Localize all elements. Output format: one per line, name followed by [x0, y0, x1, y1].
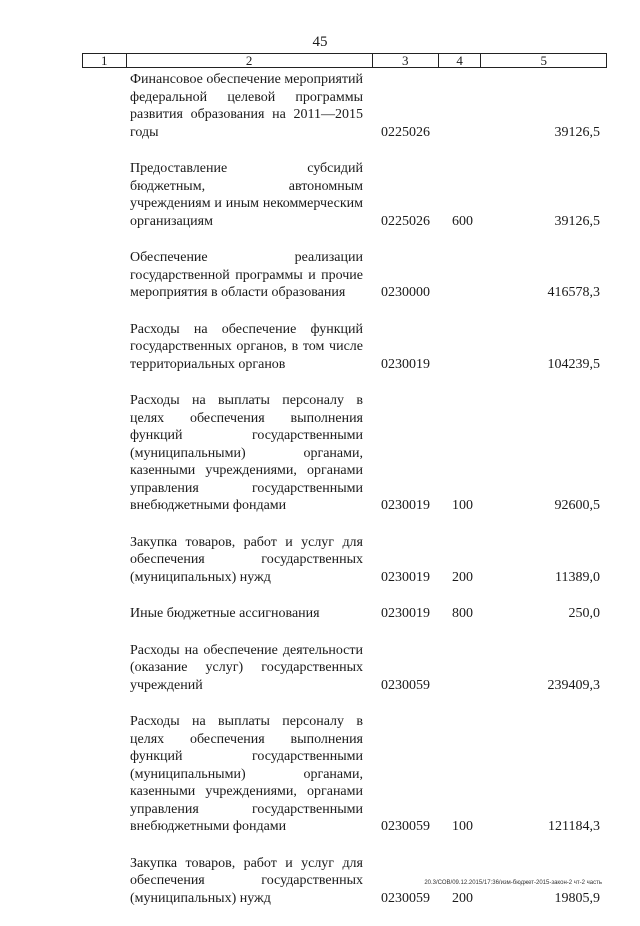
row-target-code: 0230000 [381, 285, 430, 300]
budget-row [0, 713, 640, 836]
budget-row [0, 605, 640, 623]
row-description: Расходы на выплаты персоналу в целях обеспечения выполнения функций государственными (муниципальными) органами, казенными учреждениями, органами управления государственными внебюджетными фондами [130, 714, 363, 834]
row-expense-type: 800 [452, 606, 473, 621]
row-description: Расходы на обеспечение функций государственных органов, в том числе территориальных органов [130, 321, 363, 372]
row-description: Расходы на выплаты персоналу в целях обеспечения выполнения функций государственными (муниципальными) органами, казенными учреждениями, органами управления государственными внебюджетными фондами [130, 393, 363, 513]
column-header-row [83, 54, 607, 68]
column-header-4: 4 [438, 54, 481, 68]
row-expense-type: 200 [452, 569, 473, 585]
row-description: Финансовое обеспечение мероприятий федеральной целевой программы развития образования на 2011—2015 годы [130, 72, 363, 140]
row-amount: 92600,5 [554, 498, 600, 513]
budget-row [0, 71, 640, 141]
budget-row [0, 249, 640, 302]
row-expense-type: 200 [452, 890, 473, 906]
row-target-code: 0225026 [381, 124, 430, 140]
budget-row [0, 160, 640, 230]
row-target-code: 0230059 [381, 819, 430, 834]
row-amount: 121184,3 [548, 819, 600, 834]
row-amount: 416578,3 [547, 285, 600, 300]
row-amount: 11389,0 [555, 569, 600, 585]
budget-row [0, 642, 640, 695]
row-target-code: 0230019 [381, 569, 430, 585]
row-expense-type: 100 [452, 819, 473, 834]
document-footer-note: 20.3/СОВ/09.12.2015/17:36/изм-бюджет-2015-закон-2 чт-2 часть [424, 880, 602, 886]
row-expense-type: 100 [452, 498, 473, 513]
budget-row [0, 392, 640, 515]
row-amount: 239409,3 [547, 677, 600, 693]
column-header-5: 5 [481, 54, 607, 68]
budget-rows [0, 71, 640, 926]
row-target-code: 0230019 [381, 356, 430, 372]
row-target-code: 0230019 [381, 498, 430, 513]
row-description: Обеспечение реализации государственной программы и прочие мероприятия в области образования [130, 250, 363, 300]
column-header-2: 2 [126, 54, 372, 68]
row-amount: 250,0 [568, 606, 600, 621]
row-amount: 19805,9 [554, 890, 600, 906]
column-header-table [82, 53, 607, 68]
row-description: Закупка товаров, работ и услуг для обеспечения государственных (муниципальных) нужд [130, 855, 363, 906]
budget-row [0, 321, 640, 374]
row-amount: 104239,5 [547, 356, 600, 372]
row-description: Предоставление субсидий бюджетным, автономным учреждениям и иным некоммерческим организациям [130, 161, 363, 229]
row-description: Расходы на обеспечение деятельности (оказание услуг) государственных учреждений [130, 642, 363, 693]
row-target-code: 0230059 [381, 677, 430, 693]
row-target-code: 0225026 [381, 213, 430, 229]
row-amount: 39126,5 [554, 213, 600, 229]
row-expense-type: 600 [452, 213, 473, 229]
row-target-code: 0230019 [381, 606, 430, 621]
column-header-1: 1 [83, 54, 127, 68]
budget-row [0, 534, 640, 587]
row-target-code: 0230059 [381, 890, 430, 906]
row-amount: 39126,5 [554, 124, 600, 140]
page-number: 45 [312, 34, 328, 50]
row-description: Закупка товаров, работ и услуг для обеспечения государственных (муниципальных) нужд [130, 534, 363, 585]
column-header-3: 3 [372, 54, 438, 68]
row-description: Иные бюджетные ассигнования [130, 606, 320, 621]
